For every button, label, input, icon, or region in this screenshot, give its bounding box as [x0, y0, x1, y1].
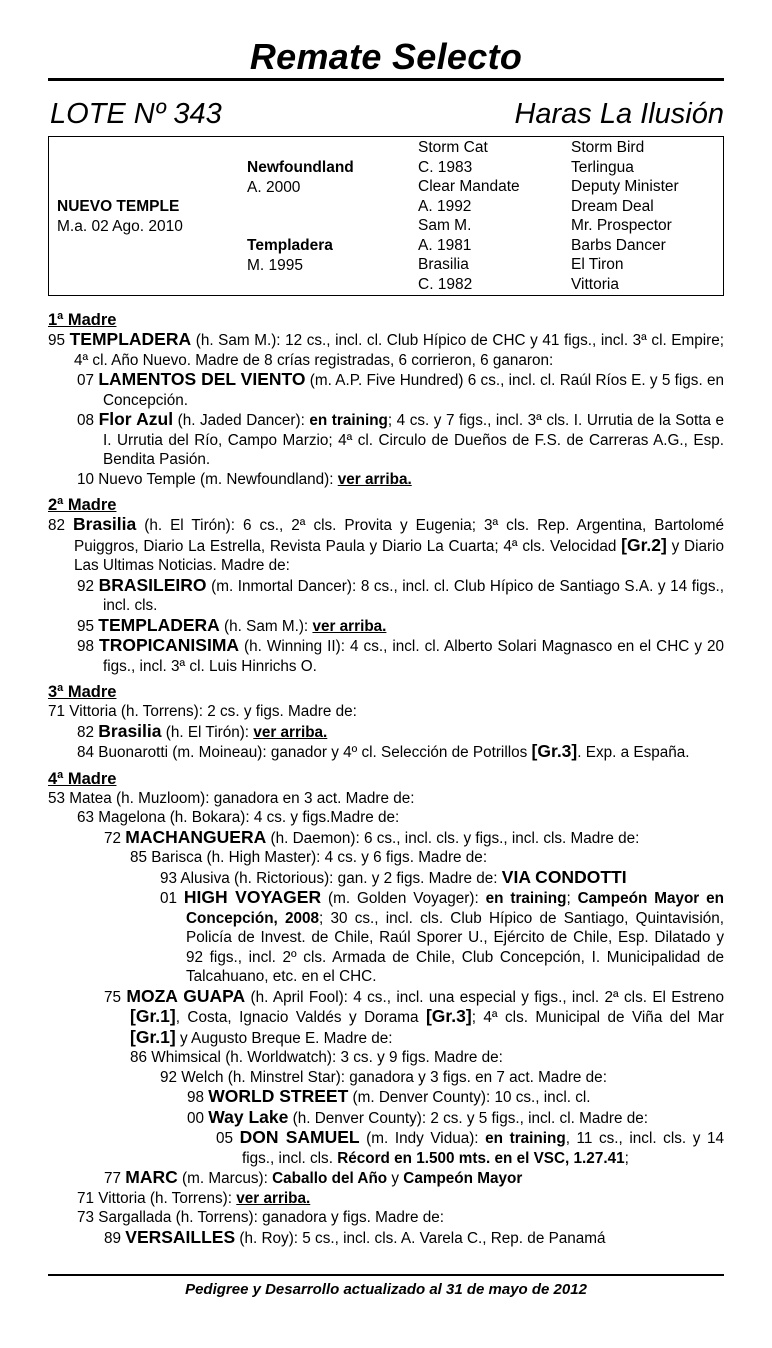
- horse-name: [Gr.3]: [531, 741, 578, 761]
- section-heading: 1ª Madre: [48, 311, 117, 329]
- horse-name: WORLD STREET: [208, 1086, 349, 1106]
- family-entry: [48, 1048, 724, 1068]
- family-entry: [48, 828, 724, 849]
- entry-text: ;: [566, 890, 578, 907]
- family-entry: [48, 576, 724, 616]
- horse-name: [Gr.3]: [425, 1006, 472, 1026]
- entry-text: 08: [77, 412, 99, 429]
- pedigree-gen3-cell: Sam M.: [418, 217, 472, 234]
- pedigree-gen4-cell: Storm Bird: [571, 139, 645, 156]
- family-entry: [48, 410, 724, 470]
- pedigree-gen4-cell: Barbs Dancer: [571, 236, 666, 254]
- pedigree-gen3-cell: Clear Mandate: [418, 178, 520, 195]
- section-heading: 3ª Madre: [48, 683, 117, 701]
- entry-text: 73 Sargallada (h. Torrens): ganadora y figs. Madre de:: [77, 1209, 445, 1226]
- entry-text: y: [387, 1170, 404, 1187]
- section-heading: 2ª Madre: [48, 496, 117, 514]
- sire-name: Newfoundland: [247, 159, 354, 176]
- entry-text: (m. Indy Vidua):: [359, 1130, 486, 1147]
- entry-text: 71 Vittoria (h. Torrens):: [77, 1189, 237, 1207]
- horse-name: LAMENTOS DEL VIENTO: [98, 369, 306, 389]
- horse-name: Flor Azul: [98, 409, 174, 429]
- family-entry: [48, 616, 724, 637]
- horse-name: DON SAMUEL: [239, 1127, 360, 1147]
- entry-text: (h. Sam M.): 12 cs., incl. cl. Club Hípico de CHC y 41 figs., incl. 3ª cl. Empire; 4ª cl. Año Nuevo. Madre de 8 crías registradas, 6 corrieron, 6 ganaron:: [74, 332, 725, 369]
- entry-text: 98: [77, 638, 100, 655]
- pedigree-table: [48, 136, 724, 296]
- entry-text: 85 Barisca (h. High Master): 4 cs. y 6 figs. Madre de:: [130, 849, 488, 866]
- family-entry: [48, 742, 724, 763]
- horse-name: TROPICANISIMA: [99, 635, 240, 655]
- entry-text: 63 Magelona (h. Bokara): 4 cs. y figs.Madre de:: [77, 809, 400, 826]
- pedigree-gen4-cell: Deputy Minister: [571, 178, 679, 195]
- entry-text: (h. Daemon): 6 cs., incl. cls. y figs., incl. cls. Madre de:: [266, 829, 640, 847]
- family-entry: [48, 636, 724, 676]
- entry-text: 82: [77, 723, 99, 741]
- footer-note: Pedigree y Desarrollo actualizado al 31 de mayo de 2012: [185, 1281, 587, 1298]
- horse-name: Brasilia: [73, 514, 137, 534]
- cross-reference: ver arriba.: [253, 723, 328, 741]
- entry-text: 82: [48, 517, 74, 534]
- horse-name: TEMPLADERA: [69, 329, 192, 349]
- entry-text: (m. Marcus):: [177, 1170, 273, 1187]
- family-entry: [48, 789, 724, 809]
- entry-text: 05: [216, 1130, 240, 1147]
- horse-name: BRASILEIRO: [98, 574, 207, 595]
- entry-text: (h. El Tirón): 6 cs., 2ª cls. Provita y Eugenia; 3ª cls. Rep. Argentina, Bartolomé Puiggros, Diario La Estrella, Revista Paula y Diario La Cuarta; 4ª cls. Velocidad: [74, 517, 725, 555]
- entry-text: 98: [187, 1089, 209, 1106]
- entry-text: (h. Jaded Dancer):: [173, 412, 310, 429]
- pedigree-gen4-cell: Mr. Prospector: [571, 217, 672, 234]
- family-entry: [48, 888, 724, 987]
- entry-text: Caballo del Año: [272, 1170, 388, 1187]
- entry-text: ;: [624, 1149, 629, 1167]
- entry-text: (m. A.P. Five Hundred) 6 cs., incl. cl. Raúl Ríos E. y 5 figs. en Concepción.: [103, 372, 724, 409]
- horse-name: TEMPLADERA: [98, 614, 220, 635]
- horse-name: MOZA GUAPA: [126, 985, 246, 1006]
- family-entry: [48, 1087, 724, 1108]
- family-entry: [48, 515, 724, 576]
- horse-name: MARC: [125, 1167, 178, 1187]
- horse-name: VERSAILLES: [125, 1226, 236, 1247]
- family-entry: [48, 868, 724, 889]
- pedigree-gen3-cell: A. 1981: [418, 236, 472, 254]
- entry-text: 00: [187, 1109, 209, 1127]
- entry-text: , Costa, Ignacio Valdés y Dorama: [175, 1009, 426, 1026]
- horse-name: [Gr.1]: [130, 1026, 176, 1047]
- entry-text: en training: [309, 412, 388, 429]
- dam-detail: M. 1995: [247, 257, 304, 274]
- entry-text: (h. Winning II): 4 cs., incl. cl. Alberto Solari Magnasco en el CHC y 20 figs., incl. 3ª cl. Luis Hinrichs O.: [103, 638, 725, 675]
- entry-text: 07: [77, 372, 99, 389]
- pedigree-gen4-cell: Dream Deal: [571, 197, 654, 215]
- family-details: [48, 306, 724, 1248]
- entry-text: 95: [77, 617, 99, 635]
- entry-text: 01: [160, 890, 184, 907]
- family-entry: [48, 987, 724, 1049]
- entry-text: 95: [48, 332, 70, 349]
- entry-text: (h. Roy): 5 cs., incl. cls. A. Varela C., Rep. de Panamá: [235, 1229, 606, 1247]
- entry-text: . Exp. a España.: [577, 744, 690, 761]
- entry-text: 93 Alusiva (h. Rictorious): gan. y 2 figs. Madre de:: [160, 869, 502, 887]
- family-entry: [48, 1128, 724, 1168]
- entry-text: en training: [485, 1130, 566, 1147]
- entry-text: 92: [77, 577, 99, 595]
- family-entry: [48, 370, 724, 410]
- entry-text: 92 Welch (h. Minstrel Star): ganadora y 3 figs. en 7 act. Madre de:: [160, 1068, 607, 1086]
- entry-text: (m. Inmortal Dancer): 8 cs., incl. cl. Club Hípico de Santiago S.A. y 14 figs., incl. cls.: [103, 577, 724, 614]
- family-entry: [48, 702, 724, 722]
- pedigree-gen3-cell: Brasilia: [418, 256, 469, 273]
- sire-detail: A. 2000: [247, 179, 301, 196]
- pedigree-gen3-cell: A. 1992: [418, 197, 472, 215]
- pedigree-gen4-cell: Terlingua: [571, 158, 634, 176]
- entry-text: y Diario Las Ultimas Noticias. Madre de:: [74, 537, 724, 574]
- footer-rule: [48, 1274, 724, 1276]
- page-title: Remate Selecto: [249, 36, 523, 77]
- dam-name: Templadera: [247, 237, 333, 254]
- entry-text: 89: [104, 1229, 126, 1247]
- entry-text: y Augusto Breque E. Madre de:: [175, 1029, 393, 1047]
- title-rule: [48, 78, 724, 81]
- family-entry: [48, 1168, 724, 1189]
- horse-name: Way Lake: [208, 1106, 289, 1127]
- family-entry: [48, 1068, 724, 1088]
- family-entry: [48, 1208, 724, 1228]
- entry-text: ; 30 cs., incl. cls. Club Hípico de Santiago, Quintavisión, Policía de Invest. de Chile, Raúl Sporer U., Ejército de Chile, Esp. Dilatado y 92 figs., incl. 2º cls. Armada de Chile, Club Concepción, I. Municipalidad de Talcahuano, etc. en el CHC.: [186, 909, 724, 985]
- entry-text: 77: [104, 1170, 126, 1187]
- entry-text: 86 Whimsical (h. Worldwatch): 3 cs. y 9 figs. Madre de:: [130, 1049, 503, 1066]
- pedigree-gen4-cell: El Tiron: [571, 256, 624, 273]
- stud-name: Haras La Ilusión: [514, 98, 724, 130]
- pedigree-gen3-cell: C. 1983: [418, 158, 473, 176]
- lot-number: LOTE Nº 343: [50, 98, 222, 130]
- entry-text: Campeón Mayor: [403, 1170, 523, 1187]
- family-entry: [48, 722, 724, 743]
- pedigree-gen3-cell: Storm Cat: [418, 139, 488, 156]
- pedigree-gen4-cell: Vittoria: [571, 275, 619, 293]
- horse-name: [Gr.2]: [621, 534, 667, 555]
- entry-text: (h. Denver County): 2 cs. y 5 figs., incl. cl. Madre de:: [288, 1109, 648, 1127]
- pedigree-gen3-cell: C. 1982: [418, 275, 473, 293]
- family-entry: [48, 848, 724, 868]
- entry-text: (h. El Tirón):: [161, 723, 254, 741]
- cross-reference: ver arriba.: [337, 470, 412, 488]
- section-heading: 4ª Madre: [48, 769, 117, 788]
- family-entry: [48, 330, 724, 370]
- entry-text: 10 Nuevo Temple (m. Newfoundland):: [77, 470, 338, 488]
- entry-text: (h. Sam M.):: [219, 617, 313, 635]
- horse-name: [Gr.1]: [130, 1006, 176, 1026]
- horse-name: VIA CONDOTTI: [501, 866, 627, 887]
- entry-text: Récord en 1.500 mts. en el VSC, 1.27.41: [337, 1149, 625, 1167]
- entry-text: ; 4ª cls. Municipal de Viña del Mar: [471, 1009, 725, 1026]
- family-entry: [48, 470, 724, 490]
- cross-reference: ver arriba.: [312, 617, 387, 635]
- entry-text: 53 Matea (h. Muzloom): ganadora en 3 act. Madre de:: [48, 789, 415, 807]
- entry-text: (h. April Fool): 4 cs., incl. una especial y figs., incl. 2ª cls. El Estreno: [245, 988, 725, 1006]
- horse-detail: M.a. 02 Ago. 2010: [57, 218, 183, 235]
- family-entry: [48, 1228, 724, 1249]
- horse-name: MACHANGUERA: [125, 826, 267, 847]
- entry-text: 75: [104, 988, 127, 1006]
- entry-text: 71 Vittoria (h. Torrens): 2 cs. y figs. Madre de:: [48, 703, 357, 720]
- entry-text: Campeón Mayor en Concepción, 2008: [186, 890, 725, 927]
- entry-text: (m. Golden Voyager):: [321, 890, 486, 907]
- entry-text: (m. Denver County): 10 cs., incl. cl.: [348, 1089, 591, 1106]
- horse-name: HIGH VOYAGER: [183, 887, 322, 907]
- family-entry: [48, 808, 724, 828]
- entry-text: 84 Buonarotti (m. Moineau): ganador y 4º cl. Selección de Potrillos: [77, 744, 532, 761]
- entry-text: , 11 cs., incl. cls. y 14 figs., incl. cls.: [242, 1130, 724, 1167]
- cross-reference: ver arriba.: [236, 1189, 311, 1207]
- entry-text: 72: [104, 829, 126, 847]
- entry-text: ; 4 cs. y 7 figs., incl. 3ª cls. I. Urrutia de la Sotta e I. Urrutia del Río, Campo Marzio; 4ª cl. Circulo de Dueños de F.S. de Carreras A.G., Esp. Bendita Pasión.: [103, 412, 725, 468]
- horse-name: NUEVO TEMPLE: [57, 198, 180, 215]
- family-entry: [48, 1108, 724, 1129]
- family-entry: [48, 1189, 724, 1209]
- horse-name: Brasilia: [98, 720, 162, 741]
- entry-text: en training: [485, 890, 567, 907]
